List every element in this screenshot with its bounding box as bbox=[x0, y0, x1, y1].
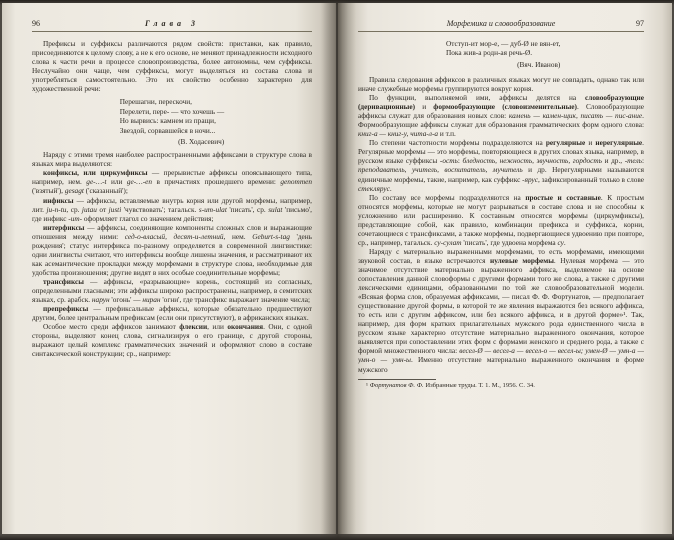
text-segment: Избранные труды. Т. 1. М., 1956. С. 34. bbox=[423, 381, 535, 389]
text-segment: — аффиксы, вставляемые внутрь корня или другой морфемы, например, лит. bbox=[32, 195, 312, 214]
text-segment: и др., bbox=[602, 156, 625, 166]
text-segment: 'огни', где трансфикс выражает значение числа; bbox=[160, 295, 310, 305]
verse-attribution: (Вяч. Иванов) bbox=[517, 59, 561, 69]
text-segment: конфиксы, или циркумфиксы bbox=[43, 168, 148, 178]
text-segment: 'письмо', где инфикс bbox=[32, 204, 312, 223]
text-segment: jutau bbox=[81, 204, 97, 214]
text-segment: бледность, нежность, звучность, гордость bbox=[462, 156, 603, 166]
text-segment: , ср. bbox=[66, 204, 82, 214]
text-segment: камень — камен-щик, писать — пис-ание bbox=[508, 111, 643, 121]
text-segment: ge-…-t bbox=[86, 177, 107, 187]
text-segment: -ярус bbox=[522, 174, 539, 184]
paragraph bbox=[358, 193, 644, 247]
text-segment: justi bbox=[108, 204, 122, 214]
text-segment: ge-…-en bbox=[126, 177, 153, 187]
text-segment: оформляет глагол со значением действия; bbox=[82, 213, 214, 223]
text-segment: 'чувствовать'; тагальск. bbox=[121, 204, 199, 214]
text-segment: весел-Ø — весел-а — весел-о — весел-ы; умен-Ø — умн-а — умн-о — умн-ы bbox=[358, 346, 644, 365]
text-segment: — аффиксы, соединяющие компоненты сложных слов и выражающие отношения между ними: bbox=[32, 222, 312, 241]
text-segment: Наряду с материально выраженными морфемами, то есть морфемами, имеющими звуковой состав, в языке встречаются bbox=[358, 246, 644, 265]
text-segment: сед-о-власый, десят-и-летний bbox=[124, 231, 224, 241]
right-page-number: 97 bbox=[636, 19, 644, 28]
paragraph bbox=[32, 304, 312, 322]
right-page-body bbox=[358, 39, 644, 523]
text-segment: от bbox=[96, 204, 109, 214]
text-segment: 'писать', где удвоена морфема bbox=[461, 237, 558, 247]
text-segment: су-сулат bbox=[434, 237, 462, 247]
left-page-body bbox=[32, 39, 312, 523]
paragraph bbox=[358, 75, 644, 93]
text-segment: нарун bbox=[91, 295, 110, 305]
paragraph bbox=[32, 196, 312, 223]
text-segment: регулярные bbox=[545, 138, 586, 148]
text-segment: препрефиксы bbox=[43, 304, 89, 314]
text-segment: : bbox=[457, 156, 463, 166]
text-segment: и т.п. bbox=[438, 129, 456, 139]
text-segment: genommen bbox=[280, 177, 312, 187]
text-segment: и др. Нерегулярными называются единичные морфемы, такие, например, как суффикс bbox=[358, 165, 644, 184]
text-segment: . К простым относятся морфемы, которые не могут разрываться в составе слова и не способны к усложнению или расширению. К составным относятся морфемы (циркумфиксы), представляющие собой, как правило, комбинации префикса и суффикса, корни, сочетающиеся с трансфиксами, а также морфемы, подвергающиеся удвоению при повторе, ср., например, тагальск. bbox=[358, 192, 644, 247]
text-segment: Особое место среди аффиксов занимают bbox=[43, 322, 180, 332]
left-running-title: Глава 3 bbox=[144, 19, 200, 28]
verse bbox=[120, 97, 224, 146]
right-page-header bbox=[358, 19, 644, 32]
text-segment: , нем. bbox=[223, 231, 253, 241]
verse-line: Но вырвись: камнем из пращи, bbox=[119, 116, 216, 126]
footnote bbox=[358, 382, 644, 390]
text-segment: sulat bbox=[268, 204, 283, 214]
text-segment: нулевые морфемы bbox=[490, 255, 554, 265]
text-segment: ju-n-tu bbox=[46, 204, 67, 214]
text-segment: Фортунатов Ф. Ф. bbox=[369, 381, 424, 389]
text-segment: стеклярус bbox=[358, 183, 390, 193]
verse-line: Перелети, пере- — что хочешь — bbox=[119, 106, 225, 116]
text-segment: трансфиксы bbox=[43, 276, 84, 286]
text-segment: . Регулярные морфемы — это морфемы, повторяющиеся в других словах языка, например, в русском языке суффиксы bbox=[358, 138, 644, 166]
text-segment: Наряду с этими тремя наиболее распространенными аффиксами в структуре слова в языках мира выделяются: bbox=[32, 150, 312, 169]
text-segment: преподаватель, учитель, воспитатель, мучитель bbox=[358, 165, 523, 175]
text-segment: gesagt bbox=[64, 186, 84, 196]
text-segment: : bbox=[641, 156, 644, 166]
text-segment: -ость bbox=[439, 156, 458, 166]
text-segment: По степени частотности морфемы подразделяются на bbox=[369, 138, 546, 148]
text-segment: Geburt-s-tag bbox=[252, 231, 290, 241]
text-segment: — аффиксы, «разрывающие» корень, состоящий из согласных, определенными гласными; эти аффиксы широко распространены, например, в семитских языках, ср. арабск. bbox=[32, 276, 312, 305]
text-segment: 'писать', ср. bbox=[226, 204, 269, 214]
text-segment: в причастиях прошедшего времени: bbox=[152, 177, 281, 187]
text-segment: Префиксы и суффиксы различаются рядом свойств: приставки, как правило, присоединяются к целому слову, а не к его основе, не меняют принадлежности исходного слова к части речи в процессе словопроизводства, более автономны, чем суффиксы. Неслучайно они чаще, чем суффиксы, могут выделяться из состава слова и употребляться самостоятельно. Это их свойство особенно характерно для художественной речи: bbox=[32, 39, 312, 94]
text-segment: . bbox=[563, 237, 566, 247]
text-segment: ('взятый'), bbox=[32, 186, 65, 196]
paragraph bbox=[358, 138, 644, 192]
text-segment: окончания bbox=[227, 322, 264, 332]
paragraph bbox=[32, 322, 312, 358]
text-segment: -тель bbox=[624, 156, 642, 166]
paragraph bbox=[358, 247, 644, 374]
text-segment: флексии bbox=[179, 322, 208, 332]
text-segment: формообразующие (словоизменительные) bbox=[433, 102, 577, 112]
paragraph bbox=[32, 277, 312, 304]
paragraph bbox=[32, 39, 312, 93]
text-segment: . Формообразующие аффиксы служат для образования грамматических форм одного слова: bbox=[358, 111, 644, 130]
text-segment: или bbox=[106, 177, 127, 187]
left-page bbox=[2, 3, 336, 534]
text-segment: Правила следования аффиксов в различных языках могут не совпадать, однако так или иначе служебные морфемы группируются вокруг корня. bbox=[358, 75, 644, 94]
text-segment: су bbox=[557, 237, 564, 247]
text-segment: , зафиксированный только в слове bbox=[538, 174, 644, 184]
text-segment: книг-а — книг-у, чита-л-а bbox=[358, 129, 439, 139]
text-segment: . Именно отсутствие материально выраженного окончания в форме мужского bbox=[358, 355, 644, 374]
right-page-blocks bbox=[358, 39, 644, 374]
verse-line: Отступ-ит мор-е, — дуб-Ø не вян-ет, bbox=[446, 39, 561, 48]
text-segment: -um- bbox=[68, 213, 83, 223]
text-segment: простые и составные bbox=[525, 192, 601, 202]
text-segment: ¹ bbox=[366, 381, 370, 389]
text-segment: — префиксальные аффиксы, которые обязательно предшествуют другим, более центральным префиксам (если они присутствуют), в африканских языках. bbox=[32, 304, 312, 323]
text-segment: нерегулярные bbox=[595, 138, 643, 148]
text-segment: . Словообразующие аффиксы служат для образования новых слов: bbox=[358, 102, 644, 121]
text-segment: 'день рождения'; статус интерфикса по-разному определяется в современной лингвистике: одни лингвисты считают, что интерфиксы вообще лишены значения, и рассматривают их как асемантические прокладки между морфемами в структуре слова, необходимые для удобства произношения; другие видят в них особые соединительные морфемы; bbox=[32, 231, 312, 277]
text-segment: ниран bbox=[142, 295, 161, 305]
paragraph bbox=[32, 223, 312, 277]
text-segment: 'огонь' — bbox=[109, 295, 143, 305]
paragraph bbox=[32, 150, 312, 168]
verse-line: Перешагни, перескочи, bbox=[119, 97, 192, 107]
text-segment: . bbox=[389, 183, 392, 193]
text-segment: . Нулевая морфема — это значимое отсутствие материально выраженного аффикса, выделяемое на основе сопоставления данной словоформы с другими формами того же слова, а также с другими лексическими единицами, образованными по той же словообразовательной модели. «Всякая форма слов, образуемая аффиксами, — писал Ф. Ф. Фортунатов, — предполагает существование другой формы, в которой те же явления выражаются без всякого аффикса, то есть или с другим аффиксом, или без всякого аффикса, и в другой форме»¹. Так, например, для форм кратких прилагательных мужского рода единственного числа в русском языке характерно отсутствие материально выраженного окончания, которое выявляется при сопоставлении этих форм с формами женского и среднего рода, а также с формой множественного числа: bbox=[358, 255, 644, 356]
paragraph bbox=[32, 168, 312, 195]
text-segment: и bbox=[585, 138, 596, 148]
text-segment: и bbox=[415, 102, 434, 112]
text-segment: инфиксы bbox=[43, 195, 74, 205]
text-segment: интерфиксы bbox=[43, 222, 85, 232]
verse-line: Пока жив-а родн-ая речь-Ø. bbox=[446, 48, 533, 58]
verse-attribution: (В. Ходасевич) bbox=[178, 137, 225, 147]
text-segment: словообразующие (деривационные) bbox=[358, 93, 644, 112]
text-segment: По функции, выполняемой ими, аффиксы делятся на bbox=[369, 93, 586, 103]
right-page bbox=[338, 3, 672, 534]
text-segment: s-um-ulat bbox=[198, 204, 227, 214]
text-segment: По составу все морфемы подразделяются на bbox=[369, 192, 526, 202]
right-running-title: Морфемика и словообразование bbox=[446, 19, 556, 28]
verse bbox=[446, 39, 560, 69]
left-page-number: 96 bbox=[32, 19, 40, 28]
left-page-header bbox=[32, 19, 312, 32]
text-segment: — прерывистые аффиксы опоясывающего типа, например, нем. bbox=[32, 168, 312, 187]
text-segment: , или bbox=[207, 322, 228, 332]
text-segment: . Они, с одной стороны, выделяют конец слова, сигнализируя о его границе, с другой стороны, выражают целый комплекс грамматических значений и оформляют слово в составе синтаксической конструкции; ср., например: bbox=[32, 322, 312, 359]
footnote-divider bbox=[358, 379, 436, 380]
verse-line: Звездой, сорвавшейся в ночи... bbox=[119, 125, 216, 135]
text-segment: ('сказанный'); bbox=[83, 186, 128, 196]
paragraph bbox=[358, 93, 644, 138]
